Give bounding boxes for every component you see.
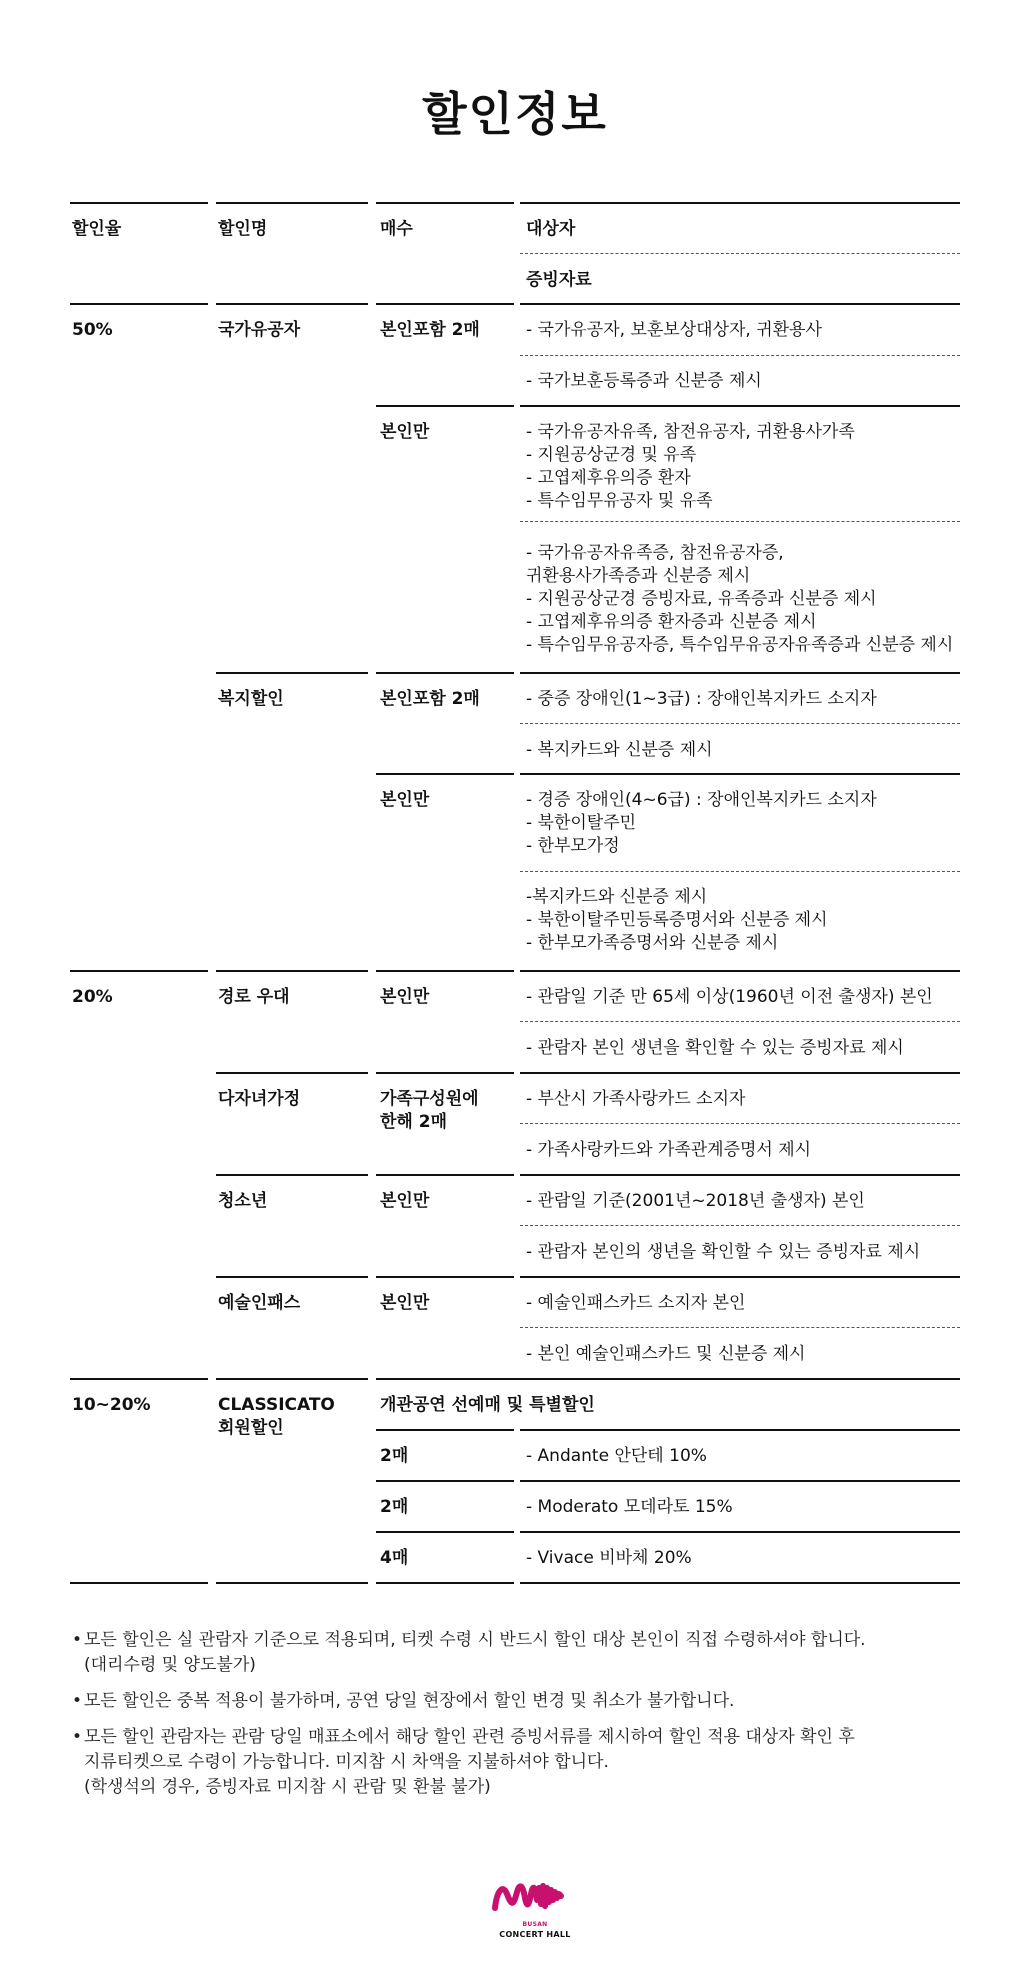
name-veteran: 국가유공자 xyxy=(218,320,301,340)
qty-veteran-2: 본인만 xyxy=(380,422,430,442)
header-name: 할인명 xyxy=(218,219,268,239)
rule xyxy=(216,970,368,972)
rule xyxy=(376,1480,514,1482)
rule xyxy=(520,1276,960,1278)
dashed-rule xyxy=(520,521,960,522)
proof-welfare-1: - 복지카드와 신분증 제시 xyxy=(526,740,713,760)
name-welfare: 복지할인 xyxy=(218,689,284,709)
header-target: 대상자 xyxy=(526,219,576,239)
rule xyxy=(520,1531,960,1533)
header-proof: 증빙자료 xyxy=(526,270,592,290)
rule xyxy=(376,202,514,204)
qty-welfare-2: 본인만 xyxy=(380,790,430,810)
dashed-rule xyxy=(520,253,960,254)
rule xyxy=(70,970,208,972)
rule xyxy=(70,202,208,204)
proof-senior: - 관람자 본인 생년을 확인할 수 있는 증빙자료 제시 xyxy=(526,1038,904,1058)
rule xyxy=(376,773,514,775)
proof-art: - 본인 예술인패스카드 및 신분증 제시 xyxy=(526,1344,806,1364)
target-veteran-1: - 국가유공자, 보훈보상대상자, 귀환용사 xyxy=(526,320,822,340)
header-qty: 매수 xyxy=(380,219,413,239)
rule xyxy=(376,1582,514,1584)
target-welfare-1: - 중증 장애인(1~3급) : 장애인복지카드 소지자 xyxy=(526,689,877,709)
dashed-rule xyxy=(520,871,960,872)
proof-welfare-2: -복지카드와 신분증 제시 - 북한이탈주민등록증명서와 신분증 제시 - 한부모가족증명서와 신분증 제시 xyxy=(526,887,828,953)
proof-youth: - 관람자 본인의 생년을 확인할 수 있는 증빙자료 제시 xyxy=(526,1242,921,1262)
qty-youth: 본인만 xyxy=(380,1191,430,1211)
name-youth: 청소년 xyxy=(218,1191,268,1211)
rule xyxy=(520,405,960,407)
dashed-rule xyxy=(520,1225,960,1226)
rule xyxy=(520,672,960,674)
rule xyxy=(520,1429,960,1431)
target-youth: - 관람일 기준(2001년~2018년 출생자) 본인 xyxy=(526,1191,865,1211)
target-senior: - 관람일 기준 만 65세 이상(1960년 이전 출생자) 본인 xyxy=(526,987,933,1007)
target-art: - 예술인패스카드 소지자 본인 xyxy=(526,1293,746,1313)
rule xyxy=(520,202,960,204)
notes-list xyxy=(72,1628,972,1811)
logo-wave-icon xyxy=(487,1878,583,1916)
note-item: • 모든 할인 관람자는 관람 당일 매표소에서 해당 할인 관련 증빙서류를 제시하여 할인 적용 대상자 확인 후 지류티켓으로 수령이 가능합니다. 미지참 시 차액을 지불하셔야 합니다. (학생석의 경우, 증빙자료 미지참 시 관람 및 환불 불가) xyxy=(72,1725,972,1800)
rule xyxy=(376,405,514,407)
qty-family: 가족구성원에 한해 2매 xyxy=(380,1089,479,1132)
rule xyxy=(376,1531,514,1533)
qty-welfare-1: 본인포함 2매 xyxy=(380,689,480,709)
rule xyxy=(520,970,960,972)
rule xyxy=(70,1378,208,1380)
proof-veteran-1: - 국가보훈등록증과 신분증 제시 xyxy=(526,371,762,391)
proof-veteran-2: - 국가유공자유족증, 참전유공자증, 귀환용사가족증과 신분증 제시 - 지원공상군경 증빙자료, 유족증과 신분증 제시 - 고엽제후유의증 환자증과 신분증 제시 - 특수임무유공자증, 특수임무유공자유족증과 신분증 제시 xyxy=(526,543,954,655)
qty-art: 본인만 xyxy=(380,1293,430,1313)
note-item: • 모든 할인은 실 관람자 기준으로 적용되며, 티켓 수령 시 반드시 할인 대상 본인이 직접 수령하셔야 합니다. (대리수령 및 양도불가) xyxy=(72,1628,972,1678)
rule xyxy=(520,773,960,775)
rule xyxy=(376,1378,960,1380)
page-title: 할인정보 xyxy=(422,87,608,141)
rule xyxy=(376,1174,514,1176)
rate-10-20: 10~20% xyxy=(72,1395,151,1415)
name-art: 예술인패스 xyxy=(218,1293,301,1313)
name-member: CLASSICATO 회원할인 xyxy=(218,1395,335,1438)
member-head: 개관공연 선예매 및 특별할인 xyxy=(380,1395,595,1415)
dashed-rule xyxy=(520,1123,960,1124)
rule xyxy=(376,303,514,305)
qty-veteran-1: 본인포함 2매 xyxy=(380,320,480,340)
rule xyxy=(216,1174,368,1176)
rule xyxy=(216,1072,368,1074)
target-welfare-2: - 경증 장애인(4~6급) : 장애인복지카드 소지자 - 북한이탈주민 - 한부모가정 xyxy=(526,790,877,856)
rule xyxy=(376,1072,514,1074)
rule xyxy=(216,1378,368,1380)
qty-senior: 본인만 xyxy=(380,987,430,1007)
rate-50: 50% xyxy=(72,320,113,340)
proof-family: - 가족사랑카드와 가족관계증명서 제시 xyxy=(526,1140,812,1160)
header-rate: 할인율 xyxy=(72,219,122,239)
rule xyxy=(376,1276,514,1278)
rule xyxy=(376,970,514,972)
rule xyxy=(520,1174,960,1176)
rule xyxy=(520,1582,960,1584)
rule xyxy=(216,1276,368,1278)
qty-member-3: 4매 xyxy=(380,1548,409,1568)
rule xyxy=(376,1429,514,1431)
qty-member-2: 2매 xyxy=(380,1497,409,1517)
target-member-2: - Moderato 모데라토 15% xyxy=(526,1497,733,1517)
dashed-rule xyxy=(520,355,960,356)
note-item: • 모든 할인은 중복 적용이 불가하며, 공연 당일 현장에서 할인 변경 및 취소가 불가합니다. xyxy=(72,1689,972,1714)
busan-concert-hall-logo xyxy=(487,1878,583,1942)
name-family: 다자녀가정 xyxy=(218,1089,301,1109)
rule xyxy=(520,303,960,305)
rate-20: 20% xyxy=(72,987,113,1007)
rule xyxy=(70,1582,208,1584)
target-member-3: - Vivace 비바체 20% xyxy=(526,1548,692,1568)
rule xyxy=(216,672,368,674)
rule xyxy=(520,1480,960,1482)
target-veteran-2: - 국가유공자유족, 참전유공자, 귀환용사가족 - 지원공상군경 및 유족 - 고엽제후유의증 환자 - 특수임무유공자 및 유족 xyxy=(526,422,855,511)
target-family: - 부산시 가족사랑카드 소지자 xyxy=(526,1089,746,1109)
dashed-rule xyxy=(520,1327,960,1328)
qty-member-1: 2매 xyxy=(380,1446,409,1466)
dashed-rule xyxy=(520,723,960,724)
rule xyxy=(70,303,208,305)
rule xyxy=(216,1582,368,1584)
rule xyxy=(216,202,368,204)
rule xyxy=(520,1072,960,1074)
rule xyxy=(216,303,368,305)
logo-line1: BUSAN xyxy=(522,1921,548,1928)
name-senior: 경로 우대 xyxy=(218,987,290,1007)
target-member-1: - Andante 안단테 10% xyxy=(526,1446,707,1466)
rule xyxy=(376,672,514,674)
dashed-rule xyxy=(520,1021,960,1022)
logo-line2: CONCERT HALL xyxy=(499,1930,571,1939)
